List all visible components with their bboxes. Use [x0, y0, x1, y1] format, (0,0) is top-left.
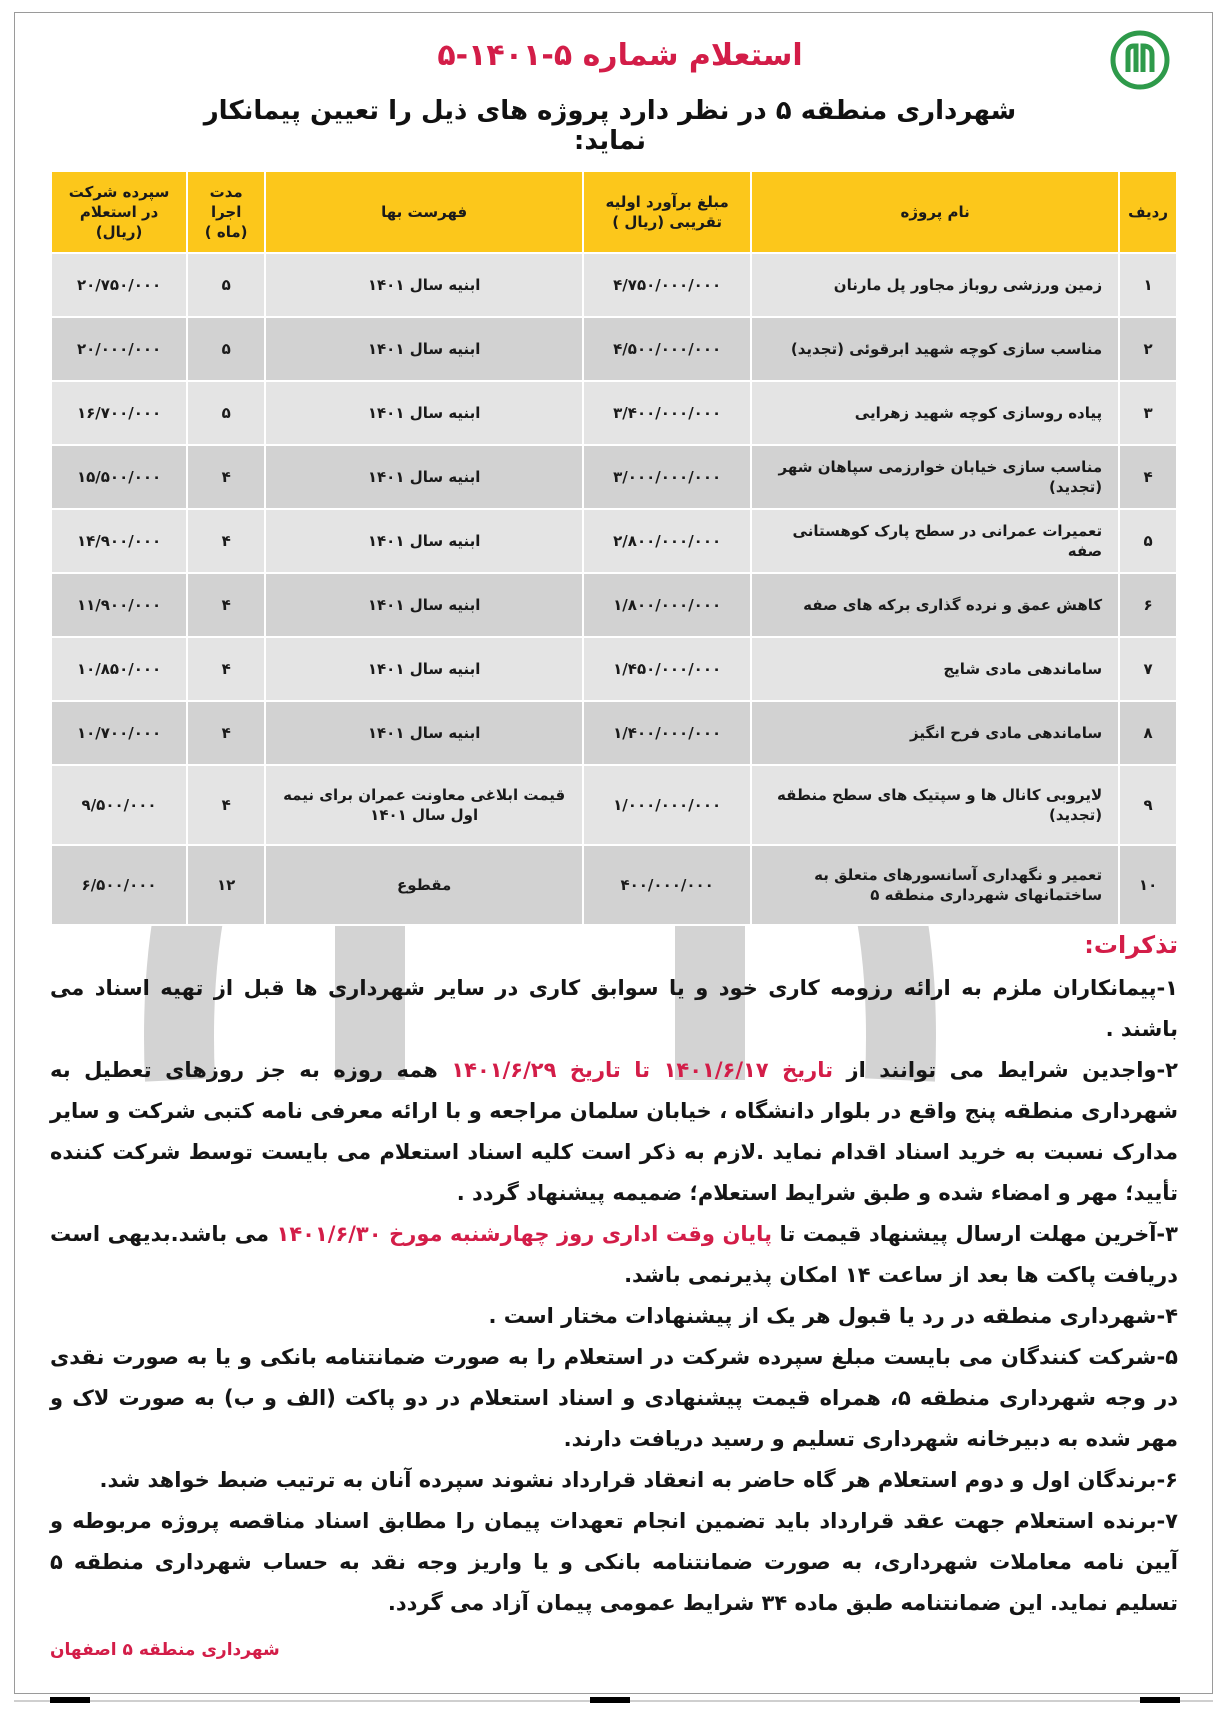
cell-project-name: تعمیر و نگهداری آسانسورهای متعلق به ساختمانهای شهرداری منطقه ۵: [751, 845, 1119, 925]
cell-price-list: ابنیه سال ۱۴۰۱: [265, 445, 583, 509]
col-header-project-name: نام پروژه: [751, 171, 1119, 253]
cell-deposit: ۲۰/۷۵۰/۰۰۰: [51, 253, 187, 317]
cell-row-number: ۶: [1119, 573, 1177, 637]
cell-project-name: ساماندهی مادی فرح انگیز: [751, 701, 1119, 765]
cell-deposit: ۱۵/۵۰۰/۰۰۰: [51, 445, 187, 509]
cell-duration: ۴: [187, 445, 265, 509]
col-header-price-list: فهرست بها: [265, 171, 583, 253]
bottom-mark-center: [590, 1697, 630, 1703]
cell-estimate: ۳/۰۰۰/۰۰۰/۰۰۰: [583, 445, 751, 509]
projects-table: [50, 170, 1178, 926]
cell-project-name: ساماندهی مادی شایج: [751, 637, 1119, 701]
notice-title: استعلام شماره ۵-۱۴۰۱-۵: [437, 38, 803, 73]
signature: شهرداری منطقه ۵ اصفهان: [50, 1640, 280, 1660]
table-row: [51, 765, 1177, 845]
cell-project-name: زمین ورزشی روباز مجاور پل مارنان: [751, 253, 1119, 317]
table-row: [51, 381, 1177, 445]
table-row: [51, 253, 1177, 317]
cell-project-name: مناسب سازی خیابان خوارزمی سپاهان شهر (تجدید): [751, 445, 1119, 509]
cell-price-list: ابنیه سال ۱۴۰۱: [265, 317, 583, 381]
cell-price-list: قیمت ابلاغی معاونت عمران برای نیمه اول سال ۱۴۰۱: [265, 765, 583, 845]
cell-deposit: ۲۰/۰۰۰/۰۰۰: [51, 317, 187, 381]
cell-row-number: ۳: [1119, 381, 1177, 445]
cell-price-list: ابنیه سال ۱۴۰۱: [265, 573, 583, 637]
cell-project-name: لایروبی کانال ها و سپتیک های سطح منطقه (تجدید): [751, 765, 1119, 845]
cell-duration: ۴: [187, 637, 265, 701]
cell-duration: ۴: [187, 509, 265, 573]
cell-price-list: ابنیه سال ۱۴۰۱: [265, 637, 583, 701]
cell-deposit: ۱۶/۷۰۰/۰۰۰: [51, 381, 187, 445]
cell-project-name: کاهش عمق و نرده گذاری برکه های صفه: [751, 573, 1119, 637]
cell-deposit: ۱۰/۷۰۰/۰۰۰: [51, 701, 187, 765]
table-row: [51, 701, 1177, 765]
cell-row-number: ۱: [1119, 253, 1177, 317]
cell-estimate: ۱/۰۰۰/۰۰۰/۰۰۰: [583, 765, 751, 845]
table-header-row: [51, 171, 1177, 253]
note-4: ۴-شهرداری منطقه در رد یا قبول هر یک از پیشنهادات مختار است .: [488, 1304, 1178, 1328]
cell-deposit: ۱۰/۸۵۰/۰۰۰: [51, 637, 187, 701]
note-2-part-a: ۲-واجدین شرایط می توانند از: [833, 1058, 1178, 1082]
notes-section: [50, 925, 1178, 1624]
cell-row-number: ۸: [1119, 701, 1177, 765]
cell-estimate: ۳/۴۰۰/۰۰۰/۰۰۰: [583, 381, 751, 445]
col-header-estimate: مبلغ برآورد اولیه تقریبی (ریال ): [583, 171, 751, 253]
col-header-duration: مدت اجرا (ماه ): [187, 171, 265, 253]
note-3-deadline: پایان وقت اداری روز چهارشنبه مورخ ۱۴۰۱/۶/۳۰: [276, 1222, 772, 1246]
cell-price-list: مقطوع: [265, 845, 583, 925]
cell-deposit: ۱۱/۹۰۰/۰۰۰: [51, 573, 187, 637]
note-5: ۵-شرکت کنندگان می بایست مبلغ سپرده شرکت در استعلام را به صورت ضمانتنامه بانکی و یا به صورت نقدی در وجه شهرداری منطقه ۵، همراه قیمت پیشنهادی و اسناد استعلام در دو پاکت (الف و ب) به صورت لاک و مهر شده به دبیرخانه شهرداری تسلیم و رسید دریافت دارند.: [50, 1345, 1178, 1451]
table-row: [51, 637, 1177, 701]
cell-duration: ۵: [187, 381, 265, 445]
col-header-deposit: سپرده شرکت در استعلام (ریال): [51, 171, 187, 253]
bottom-mark-left: [50, 1697, 90, 1703]
cell-row-number: ۴: [1119, 445, 1177, 509]
cell-estimate: ۴۰۰/۰۰۰/۰۰۰: [583, 845, 751, 925]
note-2-dates: تاریخ ۱۴۰۱/۶/۱۷ تا تاریخ ۱۴۰۱/۶/۲۹: [451, 1058, 834, 1082]
note-3: [50, 1214, 1178, 1296]
cell-deposit: ۱۴/۹۰۰/۰۰۰: [51, 509, 187, 573]
cell-estimate: ۱/۴۰۰/۰۰۰/۰۰۰: [583, 701, 751, 765]
table-row: [51, 573, 1177, 637]
cell-row-number: ۱۰: [1119, 845, 1177, 925]
cell-estimate: ۲/۸۰۰/۰۰۰/۰۰۰: [583, 509, 751, 573]
table-row: [51, 445, 1177, 509]
cell-row-number: ۵: [1119, 509, 1177, 573]
cell-row-number: ۹: [1119, 765, 1177, 845]
cell-estimate: ۴/۵۰۰/۰۰۰/۰۰۰: [583, 317, 751, 381]
cell-project-name: تعمیرات عمرانی در سطح پارک کوهستانی صفه: [751, 509, 1119, 573]
note-3-part-a: ۳-آخرین مهلت ارسال پیشنهاد قیمت تا: [771, 1222, 1178, 1246]
cell-estimate: ۱/۴۵۰/۰۰۰/۰۰۰: [583, 637, 751, 701]
cell-duration: ۴: [187, 573, 265, 637]
table-row: [51, 509, 1177, 573]
note-1: ۱-پیمانکاران ملزم به ارائه رزومه کاری خود و یا سوابق کاری در سایر شهرداری ها قبل از تهیه اسناد می باشند .: [50, 976, 1178, 1041]
cell-project-name: پیاده روسازی کوچه شهید زهرایی: [751, 381, 1119, 445]
cell-price-list: ابنیه سال ۱۴۰۱: [265, 253, 583, 317]
bottom-mark-right: [1140, 1697, 1180, 1703]
cell-row-number: ۷: [1119, 637, 1177, 701]
notice-subtitle: شهرداری منطقه ۵ در نظر دارد پروژه های ذیل را تعیین پیمانکار نماید:: [203, 96, 1017, 156]
cell-duration: ۵: [187, 253, 265, 317]
cell-price-list: ابنیه سال ۱۴۰۱: [265, 701, 583, 765]
cell-row-number: ۲: [1119, 317, 1177, 381]
cell-duration: ۴: [187, 701, 265, 765]
cell-deposit: ۹/۵۰۰/۰۰۰: [51, 765, 187, 845]
notes-title: تذکرات:: [1084, 931, 1178, 959]
cell-duration: ۵: [187, 317, 265, 381]
cell-deposit: ۶/۵۰۰/۰۰۰: [51, 845, 187, 925]
note-7: ۷-برنده استعلام جهت عقد قرارداد باید تضمین انجام تعهدات پیمان را مطابق اسناد مناقصه پروژه مربوطه و آیین نامه معاملات شهرداری، به صورت ضمانتنامه بانکی و یا واریز وجه نقد به حساب شهرداری منطقه ۵ تسلیم نماید. این ضمانتنامه طبق ماده ۳۴ شرایط عمومی پیمان آزاد می گردد.: [50, 1509, 1178, 1615]
col-header-row-number: ردیف: [1119, 171, 1177, 253]
cell-project-name: مناسب سازی کوچه شهید ابرقوئی (تجدید): [751, 317, 1119, 381]
cell-price-list: ابنیه سال ۱۴۰۱: [265, 509, 583, 573]
note-2: [50, 1050, 1178, 1214]
table-row: [51, 845, 1177, 925]
cell-duration: ۱۲: [187, 845, 265, 925]
note-2-part-b: همه روزه به جز روزهای تعطیل به شهرداری منطقه پنج واقع در بلوار دانشگاه ، خیابان سلمان مراجعه و با ارائه معرفی نامه کتبی شرکت و سایر مدارک نسبت به خرید اسناد اقدام نماید .لازم به ذکر است کلیه اسناد استعلام می بایست توسط شرکت کننده تأیید؛ مهر و امضاء شده و طبق شرایط استعلام؛ ضمیمه پیشنهاد گردد .: [50, 1058, 1178, 1205]
cell-price-list: ابنیه سال ۱۴۰۱: [265, 381, 583, 445]
table-row: [51, 317, 1177, 381]
note-3-part-b: می باشد.بدیهی است دریافت پاکت ها بعد از ساعت ۱۴ امکان پذیرنمی باشد.: [50, 1222, 1178, 1287]
cell-estimate: ۱/۸۰۰/۰۰۰/۰۰۰: [583, 573, 751, 637]
municipality-logo-icon: [1110, 30, 1170, 90]
note-6: ۶-برندگان اول و دوم استعلام هر گاه حاضر به انعقاد قرارداد نشوند سپرده آنان به ترتیب ضبط خواهد شد.: [99, 1468, 1178, 1492]
cell-duration: ۴: [187, 765, 265, 845]
cell-estimate: ۴/۷۵۰/۰۰۰/۰۰۰: [583, 253, 751, 317]
